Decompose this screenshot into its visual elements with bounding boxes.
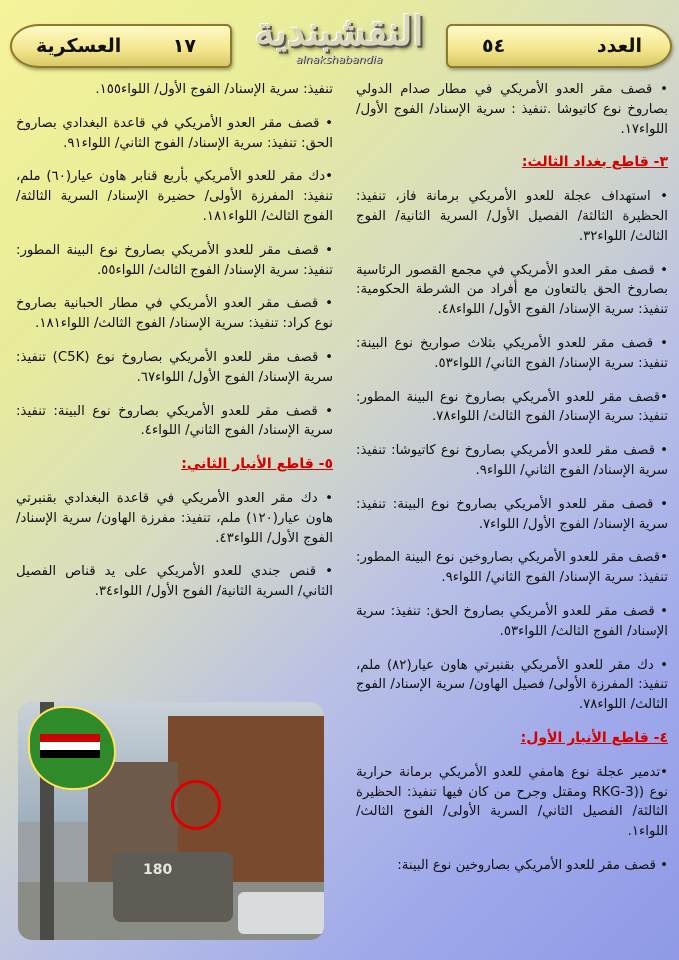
section-ribbon bbox=[10, 24, 232, 68]
magazine-logo bbox=[232, 4, 446, 74]
report-item: • قصف مقر للعدو الأمريكي بثلاث صواريخ نوع البينة: تنفيذ: سرية الإسناد/ الفوج الثاني/ اللواء٥٣. bbox=[356, 335, 668, 371]
issue-label: العدد bbox=[596, 35, 642, 57]
vehicle-marking: 180 bbox=[143, 862, 173, 878]
report-item: • دك مقر العدو الأمريكي في قاعدة البغدادي بقنبرتي هاون عيار(١٢٠) ملم، تنفيذ: مفرزة الهاون/ سرية الإسناد/ الفوج الأول/ اللواء٤٣. bbox=[16, 490, 333, 546]
issue-number: ٥٤ bbox=[482, 35, 506, 57]
report-item: •تدمير عجلة نوع هامفي للعدو الأمريكي برمانة حرارية نوع ((RKG-3 ومقتل وجرح من كان فيها تنفيذ: الحظيرة الثالثة/ الفصيل الثاني/ السرية الأولى/ الفوج الثالث/ اللواء١. bbox=[356, 764, 669, 840]
report-item: • استهداف عجلة للعدو الأمريكي برمانة فاز، تنفيذ: الحظيرة الثالثة/ الفصيل الأول/ السرية الثانية/ الفوج الثالث/ اللواء٣٢. bbox=[356, 189, 668, 244]
iraq-flag-icon bbox=[40, 734, 100, 758]
page-header bbox=[0, 0, 679, 78]
report-item: • قصف مقر للعدو الأمريكي بصاروخين نوع البينة: bbox=[397, 857, 668, 873]
section-heading-baghdad-3: ٣- قاطع بغداد الثالث: bbox=[521, 154, 668, 171]
page-number: ١٧ bbox=[172, 35, 196, 57]
photo-vehicle bbox=[113, 852, 233, 922]
photo-car bbox=[238, 892, 324, 934]
report-item: • قصف مقر العدو الأمريكي في قاعدة البغدادي بصاروخ الحق: تنفيذ: سرية الإسناد/ الفوج الثاني/ اللواء٩١. bbox=[16, 115, 333, 151]
report-item: • قصف مقر للعدو الأمريكي بصاروخ الحق: تنفيذ: سرية الإسناد/ الفوج الثالث/ اللواء٥٣. bbox=[356, 603, 668, 639]
report-item: •قصف مقر للعدو الأمريكي بصاروخ نوع البينة المطور: تنفيذ: سرية الإسناد/ الفوج الثالث/ اللواء٧٨. bbox=[356, 389, 668, 425]
report-item: • قصف مقر للعدو الأمريكي بصاروخ نوع البينة المطور: تنفيذ: سرية الإسناد/ الفوج الثالث/ اللواء٥٥. bbox=[16, 242, 333, 278]
report-item: • قصف مقر للعدو الأمريكي بصاروخ نوع كاتيوشا: تنفيذ: سرية الإسناد/ الفوج الثاني/ اللواء٩. bbox=[356, 443, 668, 478]
report-item: • قصف مقر العدو الأمريكي في مطار الحبانية بصاروخ نوع كراد: تنفيذ: سرية الإسناد/ الفوج الثالث/ اللواء١٨١. bbox=[16, 296, 333, 332]
section-title: العسكرية bbox=[36, 35, 122, 57]
report-item: • قصف مقر للعدو الأمريكي بصاروخ نوع (C5K) تنفيذ: سرية الإسناد/ الفوج الأول/ اللواء٦٧. bbox=[16, 349, 333, 385]
report-item: • قصف مقر العدو الأمريكي في مجمع القصور الرئاسية بصاروخ الحق بالتعاون مع أفراد من الشرطة الحكومية: تنفيذ: سرية الإسناد/ الفوج الأول/ اللواء٤٨. bbox=[356, 262, 668, 318]
report-item: تنفيذ: سرية الإسناد/ الفوج الأول/ اللواء١٥٥. bbox=[95, 82, 333, 97]
issue-ribbon bbox=[446, 24, 672, 68]
report-item: •قصف مقر للعدو الأمريكي بصاروخين نوع البينة المطور: تنفيذ: سرية الإسناد/ الفوج الثاني/ اللواء٩. bbox=[356, 550, 668, 586]
report-item: • قصف مقر العدو الأمريكي في مطار صدام الدولي بصاروخ نوع كاتيوشا .تنفيذ : سرية الإسناد/ الفوج الأول/ اللواء١٧. bbox=[356, 82, 668, 137]
report-item: • دك مقر للعدو الأمريكي بقنبرتي هاون عيار(٨٢) ملم، تنفيذ: المفرزة الأولى/ فصيل الهاون/ سرية الإسناد/ الفوج الثالث/ اللواء٧٨. bbox=[356, 657, 668, 713]
report-item: • قصف مقر للعدو الأمريكي بصاروخ نوع البينة: تنفيذ: سرية الإسناد/ الفوج الأول/ اللواء٧. bbox=[356, 496, 668, 532]
section-heading-anbar-2: ٥- قاطع الأنبار الثاني: bbox=[181, 456, 333, 473]
left-column bbox=[16, 80, 333, 616]
news-photo bbox=[18, 702, 324, 940]
report-item: • قنص جندي للعدو الأمريكي على يد قناص الفصيل الثاني/ السرية الثانية/ الفوج الأول/ اللواء٣٤. bbox=[16, 564, 333, 600]
section-heading-anbar-1: ٤- قاطع الأنبار الأول: bbox=[520, 729, 668, 746]
target-circle-icon bbox=[171, 780, 221, 830]
report-item: • قصف مقر للعدو الأمريكي بصاروخ نوع البينة: تنفيذ: سرية الإسناد/ الفوج الثاني/ اللواء٤. bbox=[16, 403, 333, 439]
report-item: •دك مقر للعدو الأمريكي بأربع قنابر هاون عيار(٦٠) ملم، تنفيذ: المفرزة الأولى/ حضيرة الإسناد/ السرية الثالثة/ الفوج الثالث/ اللواء١٨١. bbox=[16, 169, 333, 224]
right-column bbox=[356, 80, 668, 890]
magazine-website: alnakshabandia bbox=[295, 53, 383, 66]
magazine-title: النقشبندية bbox=[254, 8, 424, 55]
